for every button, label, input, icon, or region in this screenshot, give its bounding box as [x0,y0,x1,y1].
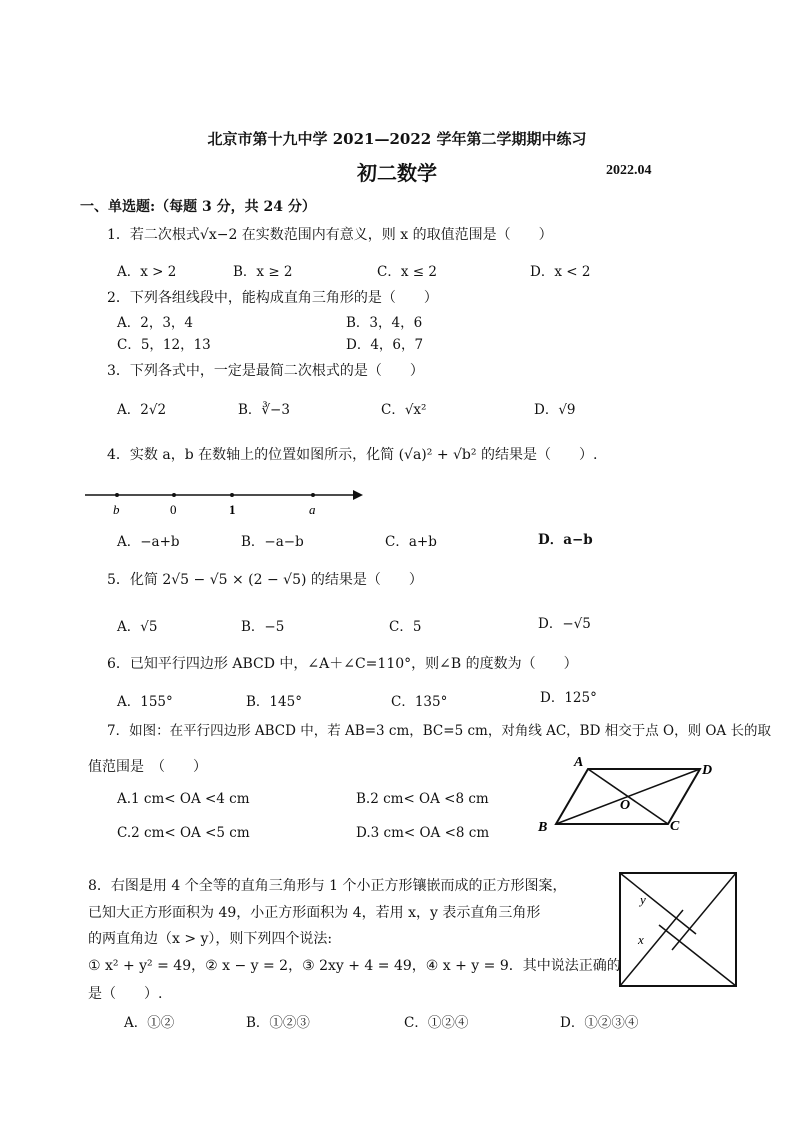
number-line-label-a: a [309,502,316,517]
q2-option-d: D．4，6，7 [346,337,424,353]
q4-option-a: A．−a+b [117,534,180,550]
q5-option-b: B．−5 [241,619,285,635]
question-8-line-5: 是（ ）. [88,986,163,1002]
exam-date: 2022.04 [606,163,652,178]
q7-option-b: B.2 cm< OA <8 cm [356,791,489,807]
q8-option-a: A．①② [124,1015,175,1031]
square-pattern-figure [618,870,740,990]
q5-option-a: A．√5 [117,619,158,635]
q3-option-b: B．∛−3 [238,402,290,418]
section-heading: 一、单选题:（每题 3 分，共 24 分） [80,199,316,215]
question-6: 6．已知平行四边形 ABCD 中，∠A＋∠C=110°，则∠B 的度数为（ ） [107,656,578,672]
q5-option-c: C．5 [389,619,422,635]
q2-option-a: A．2，3，4 [117,315,194,331]
question-1: 1．若二次根式√x−2 在实数范围内有意义，则 x 的取值范围是（ ） [107,227,553,243]
q3-option-d: D．√9 [534,402,576,418]
question-8-line-1: 8．右图是用 4 个全等的直角三角形与 1 个小正方形镶嵌而成的正方形图案， [88,878,567,894]
q8-option-d: D．①②③④ [560,1015,639,1031]
q1-option-a: A．x > 2 [117,264,177,280]
figure-label-c: C [670,819,680,834]
q6-option-a: A．155° [117,694,173,710]
question-3: 3．下列各式中，一定是最简二次根式的是（ ） [107,363,424,379]
q6-option-b: B．145° [246,694,302,710]
number-line-label-b: b [113,502,120,517]
q4-option-c: C．a+b [385,534,437,550]
figure-label-o: O [620,798,631,813]
question-4: 4．实数 a，b 在数轴上的位置如图所示，化简 (√a)² + √b² 的结果是（ ）. [107,447,598,463]
figure-label-x: x [638,932,644,947]
exam-title: 北京市第十九中学 2021—2022 学年第二学期期中练习 [207,130,587,148]
figure-label-d: D [702,763,713,778]
question-2: 2．下列各组线段中，能构成直角三角形的是（ ） [107,290,438,306]
question-7-line-2: 值范围是 （ ） [88,759,207,775]
q8-option-b: B．①②③ [246,1015,310,1031]
q1-option-b: B．x ≥ 2 [233,264,293,280]
question-7-line-1: 7．如图：在平行四边形 ABCD 中，若 AB=3 cm，BC=5 cm，对角线 AC，BD 相交于点 O，则 OA 长的取 [107,723,771,739]
question-8-line-2: 已知大正方形面积为 49，小正方形面积为 4，若用 x，y 表示直角三角形 [88,905,541,921]
q1-option-d: D．x < 2 [530,264,591,280]
number-line-label-0: 0 [170,502,177,517]
number-line [85,485,365,517]
figure-label-b: B [538,820,548,835]
q6-option-c: C．135° [391,694,448,710]
exam-subject: 初二数学 [357,161,437,185]
q5-option-d: D．−√5 [538,616,591,632]
q3-option-a: A．2√2 [117,402,167,418]
q7-option-d: D.3 cm< OA <8 cm [356,825,490,841]
number-line-label-1: 1 [229,502,236,517]
q1-option-c: C．x ≤ 2 [377,264,437,280]
q7-option-c: C.2 cm< OA <5 cm [117,825,250,841]
q6-option-d: D．125° [540,690,597,706]
q3-option-c: C．√x² [381,402,427,418]
q4-option-b: B．−a−b [241,534,304,550]
q8-option-c: C．①②④ [404,1015,469,1031]
figure-label-a: A [574,755,584,770]
q4-option-d: D．a−b [538,532,593,548]
figure-label-y: y [640,892,646,907]
question-8-line-4: ① x² + y² = 49，② x − y = 2，③ 2xy + 4 = 49，④ x + y = 9．其中说法正确的 [88,958,621,974]
q2-option-b: B．3，4，6 [346,315,423,331]
question-8-line-3: 的两直角边（x > y），则下列四个说法: [88,931,333,947]
q2-option-c: C．5，12，13 [117,337,211,353]
parallelogram-figure [536,750,726,836]
q7-option-a: A.1 cm< OA <4 cm [117,791,250,807]
question-5: 5．化简 2√5 − √5 × (2 − √5) 的结果是（ ） [107,572,423,588]
